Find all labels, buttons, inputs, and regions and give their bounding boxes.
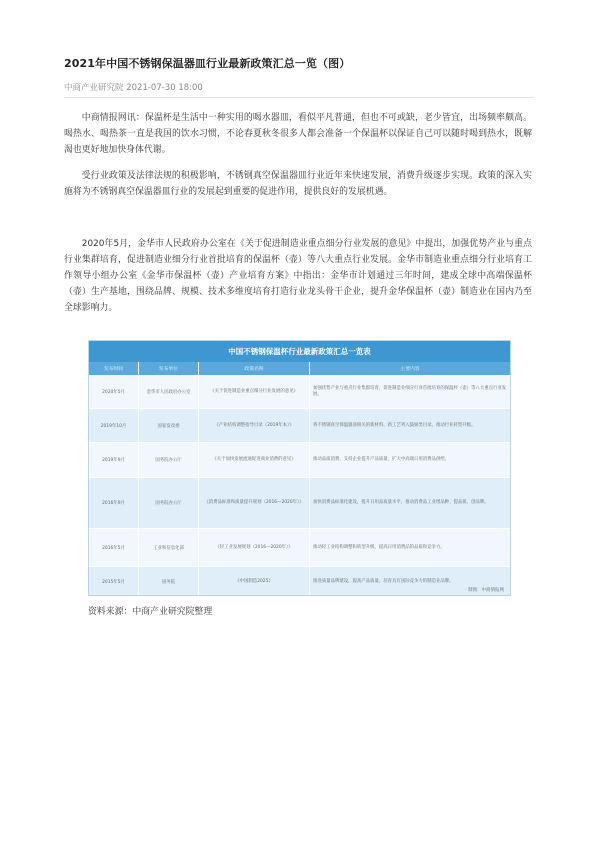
table-credit: 制图：中商情报网 — [468, 588, 504, 593]
table-row — [89, 478, 510, 529]
cell-content: 推进质量品牌建设，提高产品质量，培育具有国际竞争力的制造业品牌。 — [313, 579, 454, 585]
cell-org: 国务院 — [139, 567, 199, 596]
cell-content: 加强优势产业与重点行业集群培育，促进制造业细分行业首批培育的保温杯（壶）等八大重点行业发展。 — [313, 385, 507, 397]
cell-org: 金华市人民政府办公室 — [139, 375, 199, 408]
table-title: 中国不锈钢保温杯行业最新政策汇总一览表 — [89, 341, 510, 362]
table-row — [89, 529, 510, 567]
cell-policy: 《中国制造2025》 — [199, 567, 310, 596]
cell-org: 国务院办公厅 — [139, 478, 199, 528]
header-org: 发布单位 — [139, 362, 199, 375]
cell-org: 工业和信息化部 — [139, 529, 199, 566]
header-date: 发布时间 — [89, 362, 139, 375]
cell-org: 国务院办公厅 — [139, 443, 199, 477]
cell-policy: 《关于加快发展流通促进商业消费的意见》 — [199, 443, 310, 477]
article-title: 2021年中国不锈钢保温器皿行业最新政策汇总一览（图） — [64, 57, 351, 70]
table-header — [89, 362, 510, 375]
header-policy: 政策名称 — [199, 362, 310, 375]
table-row — [89, 375, 510, 409]
cell-policy: 《轻工业发展规划（2016—2020年）》 — [199, 529, 310, 566]
table-row — [89, 409, 510, 443]
source-name[interactable]: 中商产业研究院 — [64, 83, 124, 93]
cell-content: 推动品质消费，支持企业提升产品质量，扩大中高端日用消费品供给。 — [313, 457, 450, 463]
cell-policy: 《产业结构调整指导目录（2019年本）》 — [199, 409, 310, 442]
cell-date: 2020年5月 — [89, 375, 139, 408]
cell-date: 2016年9月 — [89, 478, 139, 528]
header-content: 主要内容 — [400, 367, 420, 372]
table-row — [89, 443, 510, 478]
policy-table-image — [88, 340, 511, 596]
publish-date: 2021-07-30 18:00 — [126, 83, 203, 93]
table-row — [89, 567, 510, 596]
cell-date: 2016年5月 — [89, 529, 139, 566]
figure-source: 资料来源：中商产业研究院整理 — [88, 607, 213, 617]
paragraph-policy-impact: 受行业政策及法律法规的积极影响，不锈钢真空保温器皿行业近年来快速发展，消费升级逐步实现。政策的深入实施将为不锈钢真空保温器皿行业的发展起到重要的促进作用，提供良好的发展机遇。 — [64, 171, 532, 197]
article-meta — [64, 81, 203, 93]
cell-content: 将不锈钢真空保温器皿相关的新材料、新工艺列入鼓励类目录，推动行业转型升级。 — [313, 422, 476, 428]
cell-content: 推动轻工业结构调整和转型升级，提高日用消费品的品质和竞争力。 — [313, 544, 445, 550]
cell-policy: 《关于促进制造业重点细分行业发展的意见》 — [199, 375, 310, 408]
cell-date: 2019年9月 — [89, 443, 139, 477]
cell-date: 2015年5月 — [89, 567, 139, 596]
cell-date: 2019年10月 — [89, 409, 139, 442]
paragraph-jinhua: 2020年5月，金华市人民政府办公室在《关于促进制造业重点细分行业发展的意见》中提出，加强优势产业与重点行业集群培育，促进制造业细分行业首批培育的保温杯（壶）等八大重点行业发展。金华市制造业重点细分行业培育工作领导小组办公室《金华市保温杯（壶）产业培育方案》中指出：金华市计划通过三年时间，建成全球中高端保温杯（壶）生产基地，围绕品牌、规模、技术多维度培育打造行业龙头骨干企业，提升金华保温杯（壶）制造业在国内乃至全球影响力。 — [64, 239, 532, 313]
paragraph-intro: 中商情报网讯：保温杯是生活中一种实用的喝水器皿，看似平凡普通，但也不可或缺，老少皆宜，出场频率颇高。喝热水、喝热茶一直是我国的饮水习惯，不论春夏秋冬很多人都会准备一个保温杯以保证自己可以随时喝到热水，既解渴也更好地加快身体代谢。 — [64, 113, 532, 155]
cell-policy: 《消费品标准和质量提升规划（2016—2020年）》 — [199, 478, 310, 528]
cell-org: 国家发改委 — [139, 409, 199, 442]
divider — [64, 97, 534, 98]
cell-content: 加快消费品标准化建设，提升日用品质量水平，推动消费品工业增品种、提品质、创品牌。 — [313, 500, 489, 506]
